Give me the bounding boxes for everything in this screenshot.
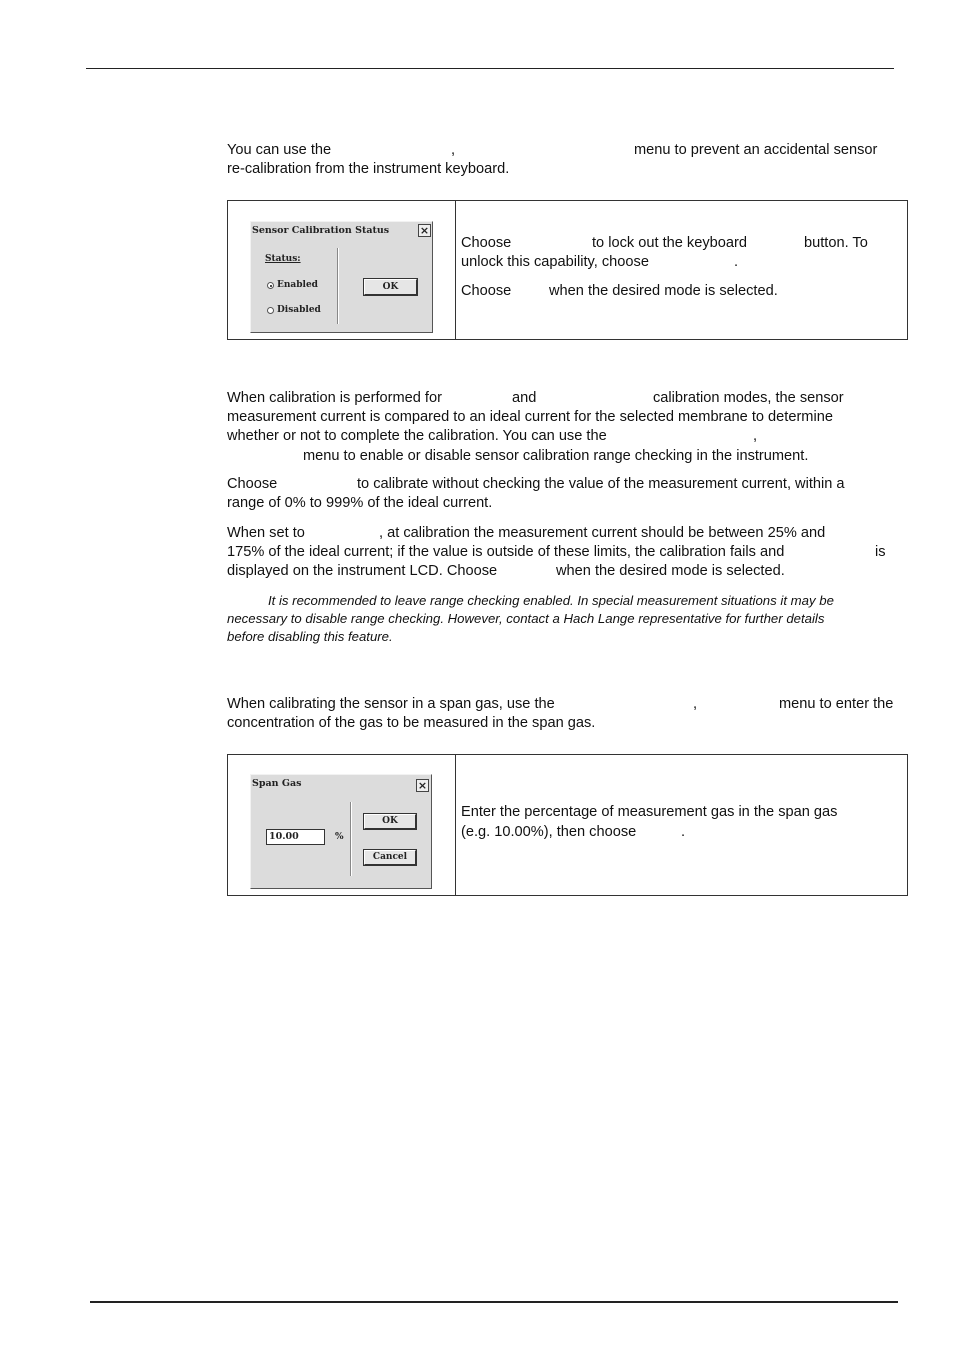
- span-gas-description: [461, 803, 901, 845]
- desc-text: when the desired mode is selected.: [549, 283, 778, 299]
- body-text: menu to enter the: [779, 696, 894, 712]
- table-divider: [455, 755, 456, 895]
- span-gas-dialog: [250, 774, 432, 889]
- radio-disabled-label[interactable]: Disabled: [277, 305, 321, 315]
- dialog-separator: [337, 248, 339, 324]
- span-gas-paragraph: [227, 695, 907, 735]
- close-icon[interactable]: ×: [419, 224, 430, 237]
- note-text: necessary to disable range checking. However, contact a Hach Lange representative for further details: [227, 611, 825, 626]
- desc-text: Choose: [461, 283, 512, 299]
- radio-enabled-label[interactable]: Enabled: [277, 280, 318, 290]
- sensor-calibration-description: [461, 234, 901, 314]
- dialog-title: Sensor Calibration Status: [252, 225, 390, 236]
- note-text: It is recommended to leave range checking enabled. In special measurement situations it may be: [268, 593, 834, 608]
- range-check-enable-paragraph: [227, 524, 907, 584]
- desc-text: .: [734, 254, 739, 270]
- table-divider: [455, 201, 456, 339]
- body-text: , at calibration the measurement current should be between 25% and: [379, 525, 826, 541]
- span-gas-table: [227, 754, 908, 896]
- dialog-title: Span Gas: [252, 778, 302, 789]
- span-gas-input[interactable]: 10.00: [266, 829, 325, 845]
- desc-text: Choose: [461, 235, 512, 251]
- ok-button[interactable]: OK: [364, 279, 417, 295]
- intro-comma: ,: [451, 142, 456, 158]
- cancel-button[interactable]: Cancel: [364, 850, 416, 865]
- intro-paragraph: [227, 141, 907, 181]
- desc-text: unlock this capability, choose: [461, 254, 649, 270]
- note-text: before disabling this feature.: [227, 629, 393, 644]
- body-text: measurement current is compared to an ideal current for the selected membrane to determine: [227, 409, 833, 425]
- desc-text: Enter the percentage of measurement gas in the span gas: [461, 804, 838, 820]
- body-text: When calibration is performed for: [227, 390, 442, 406]
- footer-rule: [90, 1301, 898, 1303]
- body-text: When calibrating the sensor in a span gas, use the: [227, 696, 555, 712]
- dialog-separator: [350, 802, 352, 876]
- range-check-paragraph: [227, 389, 907, 469]
- status-label: Status:: [265, 254, 301, 264]
- intro-text-continued: menu to prevent an accidental sensor: [634, 142, 878, 158]
- body-text: and: [512, 390, 537, 406]
- close-icon[interactable]: ×: [417, 779, 428, 792]
- desc-text: .: [681, 824, 686, 840]
- body-text: concentration of the gas to be measured in the span gas.: [227, 715, 596, 731]
- body-text: ,: [693, 696, 698, 712]
- body-text: menu to enable or disable sensor calibration range checking in the instrument.: [303, 448, 809, 464]
- note-paragraph: [227, 592, 907, 646]
- desc-text: button. To: [804, 235, 868, 251]
- radio-disabled[interactable]: [267, 307, 274, 314]
- desc-text: (e.g. 10.00%), then choose: [461, 824, 637, 840]
- desc-text: to lock out the keyboard: [592, 235, 747, 251]
- ok-button[interactable]: OK: [364, 814, 416, 829]
- body-text: whether or not to complete the calibration. You can use the: [227, 428, 607, 444]
- intro-text: You can use the: [227, 142, 332, 158]
- header-rule: [86, 68, 894, 69]
- sensor-calibration-table: [227, 200, 908, 340]
- radio-enabled[interactable]: [267, 282, 274, 289]
- body-text: 175% of the ideal current; if the value is outside of these limits, the calibration fails and: [227, 544, 785, 560]
- body-text: displayed on the instrument LCD. Choose: [227, 563, 498, 579]
- body-text: is: [875, 544, 886, 560]
- body-text: calibration modes, the sensor: [653, 390, 844, 406]
- percent-unit-label: %: [335, 832, 344, 842]
- sensor-calibration-dialog: [250, 221, 433, 333]
- body-text: ,: [753, 428, 758, 444]
- intro-text-line2: re-calibration from the instrument keyboard.: [227, 161, 510, 177]
- body-text: Choose: [227, 476, 278, 492]
- body-text: range of 0% to 999% of the ideal current.: [227, 495, 493, 511]
- range-check-disable-paragraph: [227, 475, 907, 515]
- body-text: When set to: [227, 525, 305, 541]
- body-text: to calibrate without checking the value of the measurement current, within a: [357, 476, 845, 492]
- body-text: when the desired mode is selected.: [556, 563, 785, 579]
